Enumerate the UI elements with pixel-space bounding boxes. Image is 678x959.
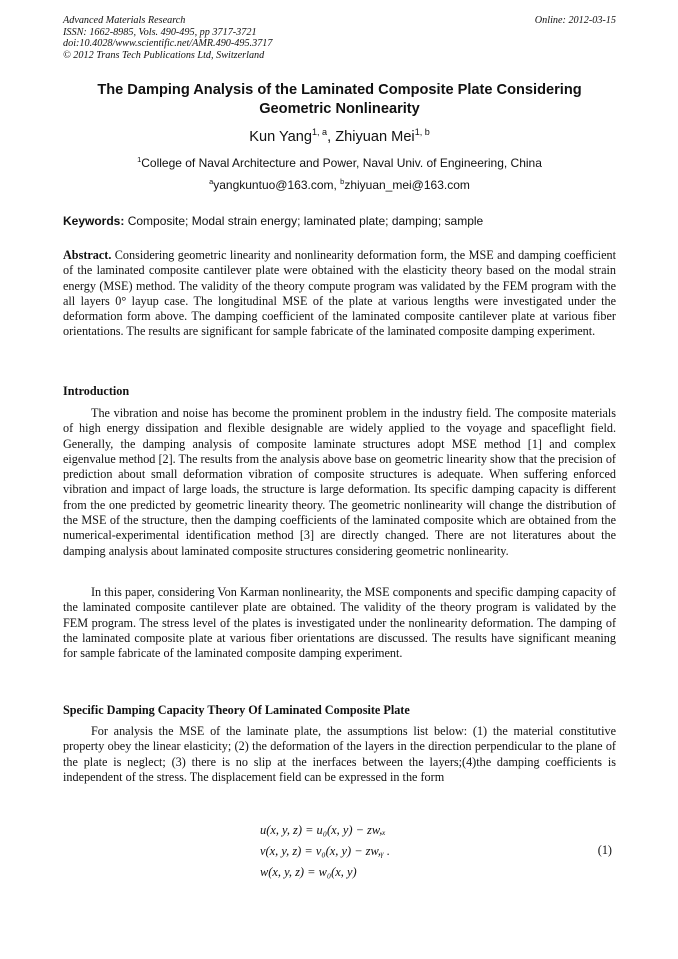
keywords-text: Composite; Modal strain energy; laminated plate; damping; sample [124, 214, 484, 228]
section-heading-introduction: Introduction [63, 384, 130, 398]
journal-header [63, 15, 616, 61]
abstract-text: Considering geometric linearity and nonlinearity deformation form, the MSE and damping coefficient of the laminated composite cantilever plate were obtained with the elasticity theory based on the modal strain energy (MSE) method. The validity of the theory compute program was validated by the FEM program with the all layers 0° layup case. The longitudinal MSE of the plate at various lengths were investigated under the deformation form above. The damping coefficient of the laminated composite cantilever plate at various fiber orientations. The results are significant for sample fabricate of the laminated composite damping experiment. [63, 248, 616, 339]
author-superscript: 1, b [414, 127, 430, 138]
keywords-label: Keywords: [63, 214, 125, 228]
email-link[interactable]: yangkuntuo@163.com, [213, 178, 341, 192]
affiliation-superscript: 1 [137, 155, 142, 164]
keywords [63, 213, 616, 229]
issn-line: ISSN: 1662-8985, Vols. 490-495, pp 3717-3721 [63, 26, 257, 38]
equation-number: (1) [597, 843, 612, 857]
author-list [63, 128, 616, 146]
email-link[interactable]: zhiyuan_mei@163.com [344, 178, 470, 192]
paper-title [63, 81, 616, 119]
email-superscript: a [209, 177, 214, 186]
author-separator: , [327, 129, 336, 145]
equation-line: v(x, y, z) = v₀(x, y) − zw,ᵧ . [260, 844, 390, 858]
email-superscript: b [340, 177, 345, 186]
affiliation-text: College of Naval Architecture and Power, Naval Univ. of Engineering, China [141, 156, 542, 170]
doi-line: doi:10.4028/www.scientific.net/AMR.490-495.3717 [63, 38, 273, 50]
online-date: Online: 2012-03-15 [534, 15, 616, 26]
author-emails [63, 178, 616, 193]
paragraph: In this paper, considering Von Karman nonlinearity, the MSE components and specific damping capacity of the laminated composite cantilever plate are obtained. The validity of the theory program is validated by the FEM program. The stress level of the plates is investigated under the nonlinearity deformation. The damping of the laminated composite plate at various fiber orientations are discussed. The results have significant meaning for sample fabricate of the laminated composite damping experiment. [63, 585, 616, 661]
title-line-1: The Damping Analysis of the Laminated Composite Plate Considering [97, 82, 582, 98]
author-name: Kun Yang [249, 129, 312, 145]
copyright-line: © 2012 Trans Tech Publications Ltd, Switzerland [63, 49, 265, 61]
abstract [63, 248, 616, 340]
equation-line: w(x, y, z) = w₀(x, y) [260, 865, 357, 879]
title-line-2: Geometric Nonlinearity [259, 101, 420, 117]
author-name: Zhiyuan Mei [335, 129, 415, 145]
abstract-label: Abstract. [63, 248, 112, 262]
section-heading-theory: Specific Damping Capacity Theory Of Laminated Composite Plate [63, 703, 410, 717]
paragraph: The vibration and noise has become the prominent problem in the industry field. The composite materials of high energy dissipation and flexible designable are widely applied to the voyage and spaceflight field. Generally, the damping analysis of composite laminate structures adopt MSE method [1] and complex eigenvalue method [2]. The results from the analysis above base on geometric linearity show that the precision of prediction about small deformation vibration of composite structures is adequate. When suffering enforced vibration and impact of large loads, the structure is large deformation. Its specific damping capacity is different from the one predicted by geometric linearity theory. The geometric nonlinearity will change the distribution of the MSE of the structure, then the damping coefficients of the laminated composite which are obtained from the numerical-experimental identification method [3] are directly changed. There are not literatures about the damping analysis about laminated composite structures considering geometric nonlinearity. [63, 406, 616, 558]
journal-name: Advanced Materials Research [63, 15, 186, 26]
author-superscript: 1, a [311, 127, 328, 138]
equation-line: u(x, y, z) = u₀(x, y) − zw,ₓ [260, 823, 386, 837]
affiliation [63, 156, 616, 171]
paragraph: For analysis the MSE of the laminate plate, the assumptions list below: (1) the material constitutive property obey the linear elasticity; (2) the deformation of the layers in the direction perpendicular to the plane of the plate is neglect; (3) there is no slip at the inerfaces between the layers;(4)the damping coefficients is independent of the stress. The displacement field can be expressed in the form [63, 724, 616, 784]
